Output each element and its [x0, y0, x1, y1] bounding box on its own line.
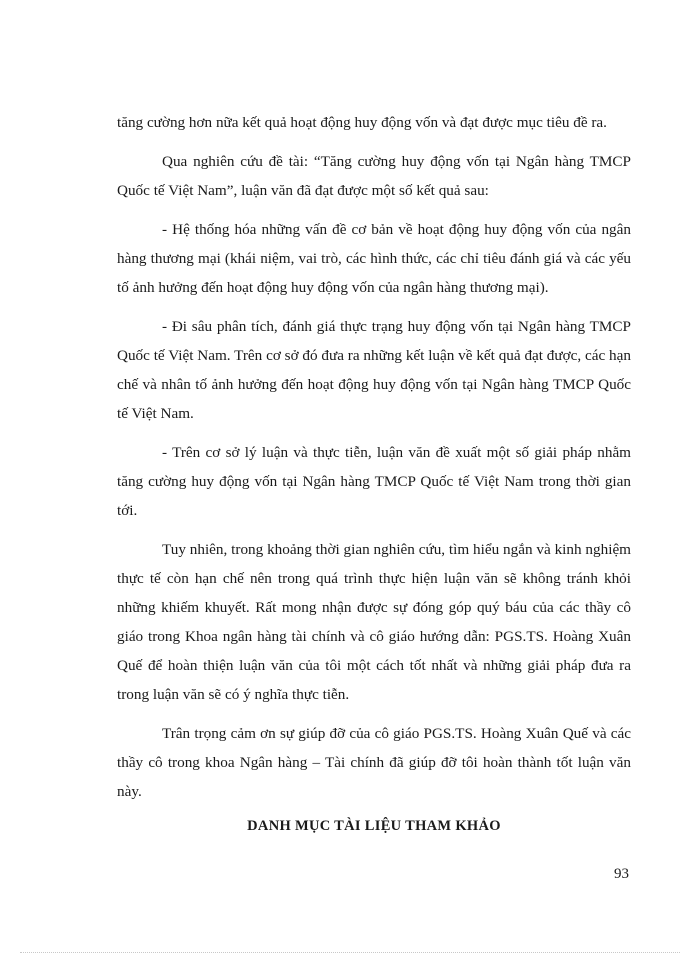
paragraph-continuation: tăng cường hơn nữa kết quả hoạt động huy động vốn và đạt được mục tiêu đề ra. — [117, 114, 607, 131]
page-number: 93 — [614, 866, 629, 882]
references-heading: DANH MỤC TÀI LIỆU THAM KHẢO — [247, 818, 501, 834]
paragraph-intro: Qua nghiên cứu đề tài: “Tăng cường huy động vốn tại Ngân hàng TMCP Quốc tế Việt Nam”, luận văn đã đạt được một số kết quả sau: — [117, 153, 631, 199]
paragraph-result-1: - Hệ thống hóa những vấn đề cơ bản về hoạt động huy động vốn của ngân hàng thương mại (khái niệm, vai trò, các hình thức, các chỉ tiêu đánh giá và các yếu tố ảnh hưởng đến hoạt động huy động vốn của ngân hàng thương mại). — [117, 221, 631, 296]
paragraph-result-3: - Trên cơ sở lý luận và thực tiễn, luận văn đề xuất một số giải pháp nhằm tăng cường huy động vốn tại Ngân hàng TMCP Quốc tế Việt Nam trong thời gian tới. — [117, 444, 631, 519]
body-text — [117, 108, 631, 816]
page-bottom-divider — [20, 952, 680, 953]
paragraph-limitations: Tuy nhiên, trong khoảng thời gian nghiên cứu, tìm hiểu ngắn và kinh nghiệm thực tế còn hạn chế nên trong quá trình thực hiện luận văn sẽ không tránh khỏi những khiếm khuyết. Rất mong nhận được sự đóng góp quý báu của các thầy cô giáo trong Khoa ngân hàng tài chính và cô giáo hướng dẫn: PGS.TS. Hoàng Xuân Quế để hoàn thiện luận văn của tôi một cách tốt nhất và những giải pháp đưa ra trong luận văn sẽ có ý nghĩa thực tiễn. — [117, 541, 631, 703]
paragraph-result-2: - Đi sâu phân tích, đánh giá thực trạng huy động vốn tại Ngân hàng TMCP Quốc tế Việt Nam. Trên cơ sở đó đưa ra những kết luận về kết quả đạt được, các hạn chế và nhân tố ảnh hưởng đến hoạt động huy động vốn tại Ngân hàng TMCP Quốc tế Việt Nam. — [117, 318, 631, 422]
paragraph-acknowledgement: Trân trọng cảm ơn sự giúp đỡ của cô giáo PGS.TS. Hoàng Xuân Quế và các thầy cô trong khoa Ngân hàng – Tài chính đã giúp đỡ tôi hoàn thành tốt luận văn này. — [117, 725, 631, 800]
